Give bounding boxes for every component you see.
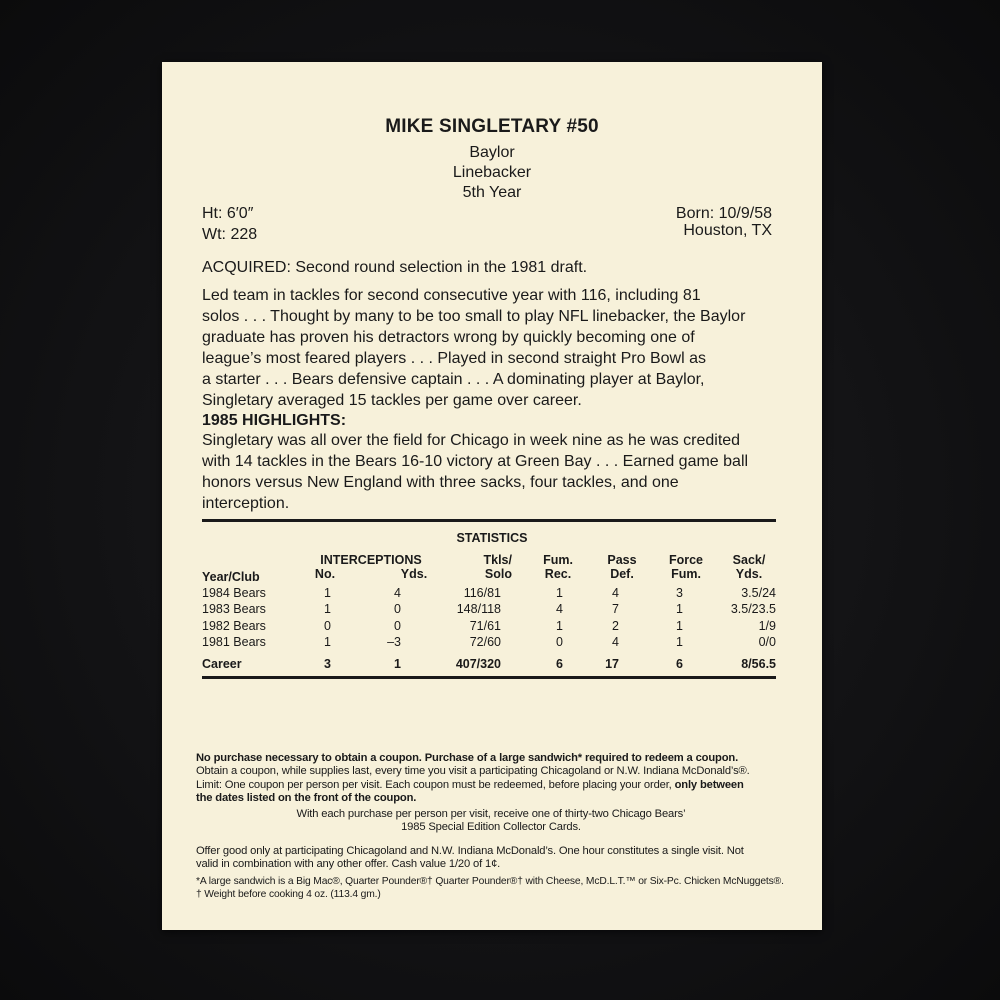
stat-cell: 3	[324, 657, 331, 672]
collector-card-offer	[196, 808, 786, 835]
no-header: No.	[314, 567, 336, 581]
footnote-line: † Weight before cooking 4 oz. (113.4 gm.)	[196, 888, 381, 900]
stats-bottom-rule	[202, 676, 776, 679]
stat-cell: 4	[394, 586, 401, 601]
stat-cell: 407/320	[455, 657, 501, 672]
stat-cell: 3.5/23.5	[730, 602, 776, 617]
terms-bold-text: only between	[674, 778, 744, 791]
offer-line: With each purchase per person per visit, receive one of thirty-two Chicago Bears’	[296, 808, 686, 820]
stat-cell: 3	[676, 586, 683, 601]
player-years: 5th Year	[462, 184, 522, 201]
offer-line: 1985 Special Edition Collector Cards.	[401, 821, 581, 834]
tkls-header	[462, 553, 512, 581]
stat-cell: 1	[394, 657, 401, 672]
stat-cell: 7	[612, 602, 619, 617]
stat-cell: 1	[324, 635, 331, 650]
player-born: Born: 10/9/58	[675, 205, 772, 222]
stat-cell: 0	[394, 618, 401, 633]
stat-cell: 4	[612, 635, 619, 650]
stats-title: STATISTICS	[456, 531, 528, 545]
stats-top-rule	[202, 519, 776, 522]
interceptions-header: INTERCEPTIONS	[320, 553, 422, 567]
stat-cell: 8/56.5	[741, 657, 776, 672]
stat-cell: 0	[324, 618, 331, 633]
stat-cell: 116/81	[463, 586, 501, 601]
offer-conditions	[196, 845, 786, 872]
stat-cell: 1982 Bears	[202, 618, 266, 633]
bio-line: graduate has proven his detractors wrong by quickly becoming one of	[202, 329, 695, 346]
player-birthplace: Houston, TX	[683, 222, 772, 239]
stat-cell: 71/61	[469, 618, 501, 633]
stat-cell: 1981 Bears	[202, 635, 266, 650]
sandwich-footnote	[196, 876, 786, 901]
fum-header-line1: Fum.	[543, 553, 573, 567]
stat-cell: 1	[676, 635, 683, 650]
coupon-terms	[196, 752, 786, 805]
sack-header-line2: Yds.	[735, 567, 763, 581]
terms-bold-text: No purchase necessary to obtain a coupon. Purchase of a large sandwich* required to redeem a coupon.	[196, 752, 739, 764]
player-weight: Wt: 228	[202, 226, 258, 243]
tkls-header-line2: Solo	[484, 567, 512, 581]
highlights-paragraph	[202, 430, 782, 514]
terms-bold-text: the dates listed on the front of the coupon.	[196, 791, 417, 804]
tkls-header-line1: Tkls/	[483, 553, 512, 567]
fum-rec-header	[536, 553, 580, 581]
stat-cell: 1	[324, 602, 331, 617]
highlights-line: with 14 tackles in the Bears 16-10 victory at Green Bay . . . Earned game ball	[202, 453, 749, 470]
force-header-line2: Fum.	[671, 567, 701, 581]
terms-line	[196, 779, 786, 792]
stat-cell: 148/118	[456, 602, 501, 617]
conditions-line: valid in combination with any other offer. Cash value 1/20 of 1¢.	[196, 858, 501, 871]
trading-card-back	[162, 62, 822, 930]
terms-text: Limit: One coupon per person per visit. Each coupon must be redeemed, before placing your order,	[196, 778, 675, 791]
stat-cell: 0/0	[758, 635, 776, 650]
stat-cell: 0	[394, 602, 401, 617]
player-name: MIKE SINGLETARY #50	[385, 116, 599, 137]
highlights-line: interception.	[202, 495, 290, 512]
stat-cell: 6	[556, 657, 563, 672]
stat-cell: –3	[387, 635, 401, 650]
stat-cell: 1984 Bears	[202, 586, 266, 601]
stat-cell: 17	[605, 657, 619, 672]
fum-header-line2: Rec.	[544, 567, 572, 581]
highlights-line: honors versus New England with three sacks, four tackles, and one	[202, 474, 679, 491]
bio-line: a starter . . . Bears defensive captain . . . A dominating player at Baylor,	[202, 371, 705, 388]
player-position: Linebacker	[452, 164, 532, 181]
stat-cell: 3.5/24	[741, 586, 776, 601]
sack-header-line1: Sack/	[732, 553, 766, 567]
bio-line: solos . . . Thought by many to be too small to play NFL linebacker, the Baylor	[202, 308, 746, 325]
bio-line: league’s most feared players . . . Played in second straight Pro Bowl as	[202, 350, 706, 367]
bio-line: Led team in tackles for second consecutive year with 116, including 81	[202, 287, 701, 304]
force-fum-header	[663, 553, 709, 581]
table-row	[202, 634, 776, 650]
stat-cell: 1	[556, 618, 563, 633]
stat-cell: 1	[676, 602, 683, 617]
stat-cell: 2	[612, 618, 619, 633]
pass-header-line1: Pass	[607, 553, 637, 567]
player-height: Ht: 6′0″	[202, 205, 254, 222]
stat-cell: 1	[676, 618, 683, 633]
yds-header: Yds.	[400, 567, 428, 581]
acquired-text: ACQUIRED: Second round selection in the 1981 draft.	[202, 259, 588, 276]
stat-cell: 1	[556, 586, 563, 601]
footnote-line: *A large sandwich is a Big Mac®, Quarter Pounder®† Quarter Pounder®† with Cheese, McD.L.T.™ or Six-Pc. Chicken McNuggets®.	[196, 876, 784, 887]
stat-cell: 4	[556, 602, 563, 617]
bio-line: Singletary averaged 15 tackles per game over career.	[202, 392, 582, 409]
player-college: Baylor	[469, 144, 515, 161]
conditions-line: Offer good only at participating Chicagoland and N.W. Indiana McDonald’s. One hour constitutes a single visit. Not	[196, 845, 744, 857]
sack-yds-header	[724, 553, 774, 581]
table-row	[202, 618, 776, 634]
table-row	[202, 585, 776, 601]
stats-table	[202, 585, 776, 672]
stat-cell: 1/9	[758, 618, 776, 633]
year-club-header: Year/Club	[202, 570, 260, 584]
stat-cell: 1	[324, 586, 331, 601]
force-header-line1: Force	[668, 553, 704, 567]
terms-line	[196, 752, 786, 765]
table-row	[202, 601, 776, 617]
pass-header-line2: Def.	[610, 567, 634, 581]
bio-paragraph	[202, 285, 782, 411]
pass-def-header	[600, 553, 644, 581]
stat-cell: 4	[612, 586, 619, 601]
stat-cell: 0	[556, 635, 563, 650]
career-row	[202, 650, 776, 672]
terms-line: Obtain a coupon, while supplies last, every time you visit a participating Chicagoland or N.W. Indiana McDonald’s®.	[196, 765, 750, 778]
highlights-heading: 1985 HIGHLIGHTS:	[202, 412, 347, 429]
stat-cell: Career	[202, 657, 242, 672]
highlights-line: Singletary was all over the field for Chicago in week nine as he was credited	[202, 432, 741, 449]
stat-cell: 6	[676, 657, 683, 672]
stat-cell: 72/60	[469, 635, 501, 650]
stat-cell: 1983 Bears	[202, 602, 266, 617]
terms-line	[196, 792, 786, 805]
